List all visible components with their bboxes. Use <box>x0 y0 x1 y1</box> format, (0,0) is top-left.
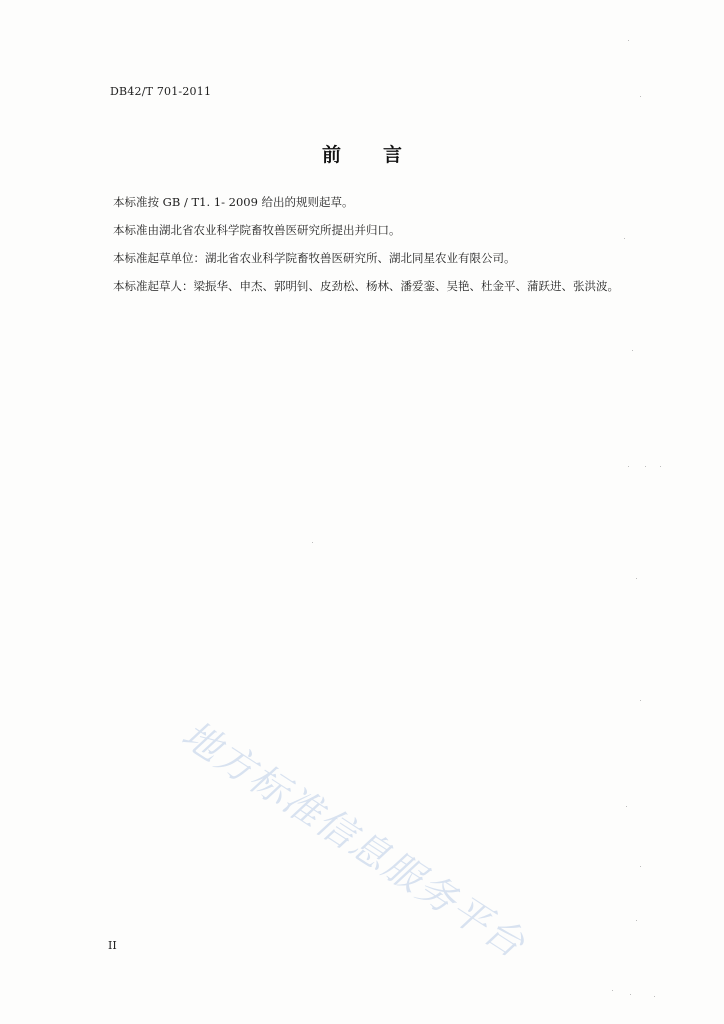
watermark-text: 地方标准信息服务平台 <box>174 711 534 967</box>
scan-speck <box>660 466 661 467</box>
scan-speck <box>654 996 655 997</box>
scan-speck <box>645 466 646 467</box>
scan-speck <box>632 350 633 351</box>
scan-speck <box>630 994 631 995</box>
foreword-line-proposer: 本标准由湖北省农业科学院畜牧兽医研究所提出并归口。 <box>113 223 401 237</box>
scan-speck <box>636 920 637 921</box>
foreword-line-drafters: 本标准起草人：梁振华、申杰、郭明钊、皮劲松、杨林、潘爱銮、吴艳、杜金平、蒲跃进、张洪波。 <box>113 279 619 293</box>
scan-speck <box>626 806 627 807</box>
scan-speck <box>612 990 613 991</box>
scan-speck <box>628 466 629 467</box>
page-title <box>0 140 724 167</box>
scan-speck <box>312 542 313 543</box>
scan-speck <box>624 238 625 239</box>
page-number: II <box>108 939 117 952</box>
scan-speck <box>640 700 641 701</box>
scan-speck <box>628 40 629 41</box>
title-part-2: 言 <box>383 144 403 166</box>
scan-speck <box>640 866 641 867</box>
scan-speck <box>636 578 637 579</box>
foreword-body <box>113 196 683 308</box>
title-part-1: 前 <box>321 144 341 166</box>
foreword-line-drafting-units: 本标准起草单位：湖北省农业科学院畜牧兽医研究所、湖北同星农业有限公司。 <box>113 251 516 265</box>
standard-code: DB42/T 701-2011 <box>110 85 212 98</box>
foreword-line-drafting-rules: 本标准按 GB / T1. 1- 2009 给出的规则起草。 <box>113 195 354 209</box>
scan-speck <box>640 96 641 97</box>
